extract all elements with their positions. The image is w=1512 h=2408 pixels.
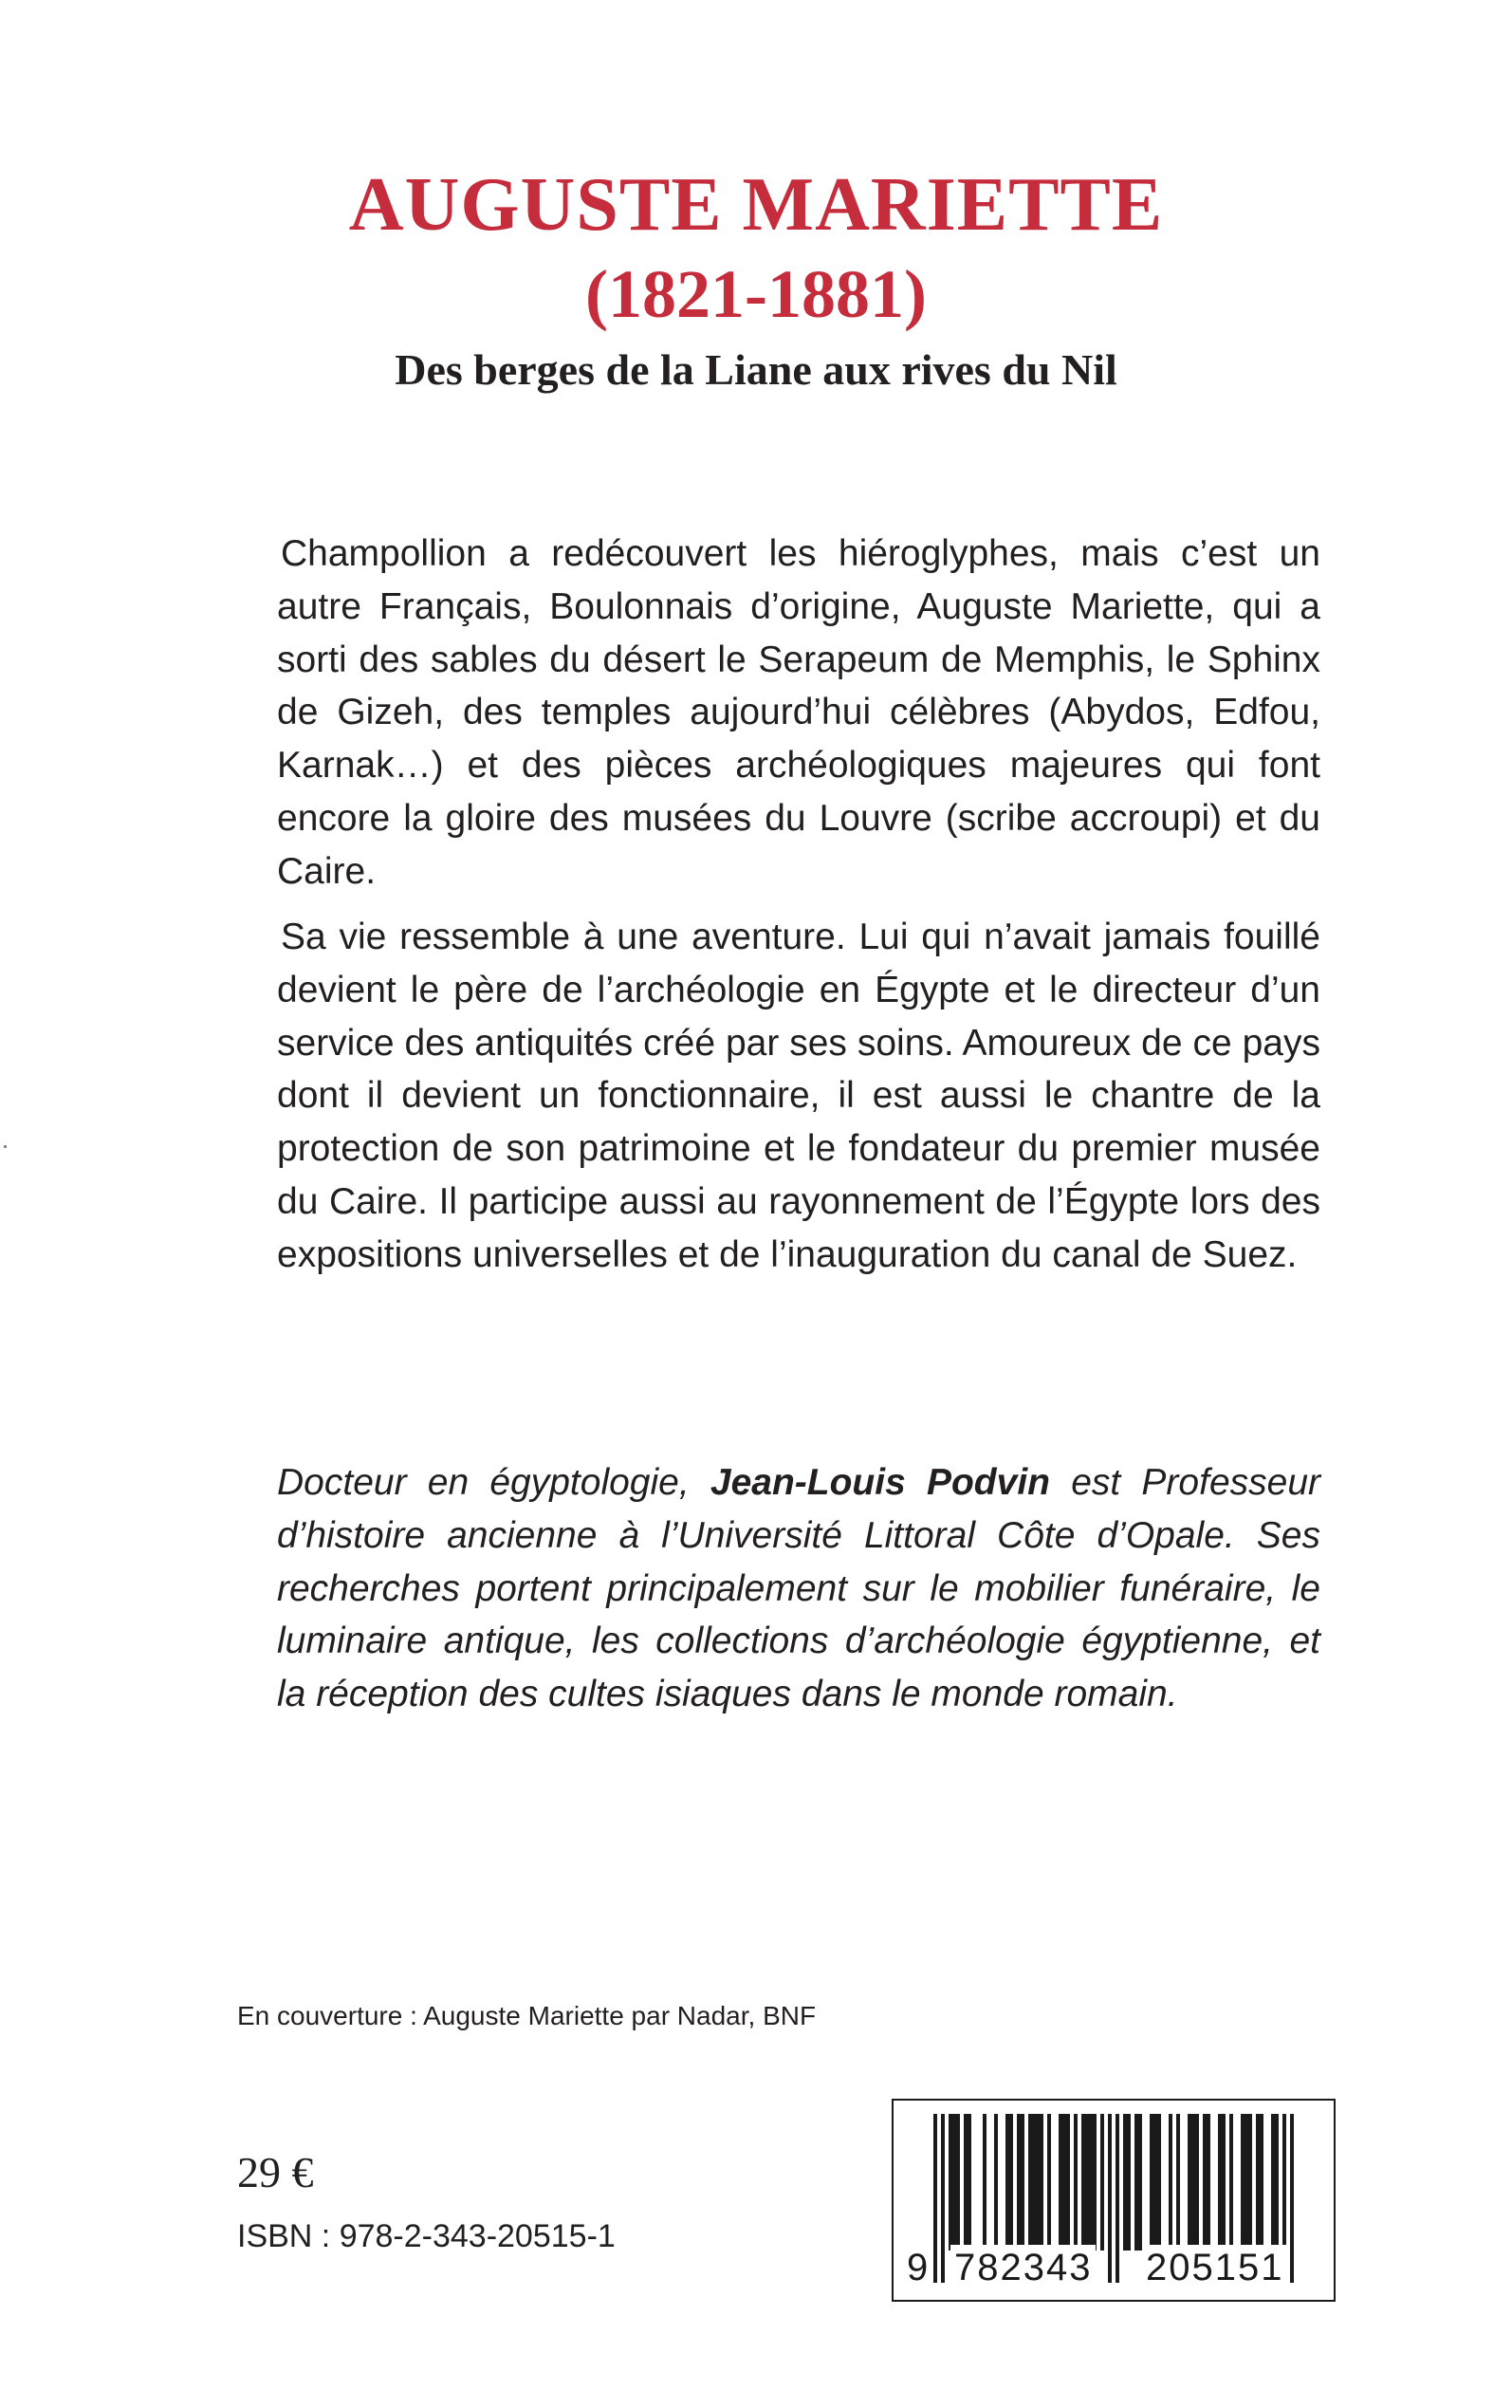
barcode-right-digits: 205151 [1142, 2245, 1287, 2290]
barcode-bar [994, 2114, 998, 2251]
barcode-bar [1176, 2114, 1180, 2251]
barcode-bar [941, 2114, 945, 2283]
cover-credit: En couverture : Auguste Mariette par Nadar, BNF [237, 2001, 817, 2030]
barcode-bar [1157, 2114, 1161, 2251]
barcode-bar [1188, 2114, 1191, 2251]
barcode-bar [1195, 2114, 1199, 2251]
barcode-bar [1134, 2114, 1138, 2251]
barcode-bar [1222, 2114, 1226, 2251]
barcode-bar [1089, 2114, 1093, 2251]
barcode-bar [1036, 2114, 1040, 2251]
barcode-bar [1021, 2114, 1024, 2251]
barcode-bar [933, 2114, 937, 2283]
barcode-bar [1017, 2114, 1021, 2251]
price: 29 € [237, 2148, 314, 2196]
barcode-bar [968, 2114, 971, 2251]
barcode-bar [1245, 2114, 1248, 2251]
barcode-bar [964, 2114, 968, 2251]
barcode-bar [983, 2114, 986, 2251]
barcode-bar [1218, 2114, 1222, 2251]
barcode-bar [1203, 2114, 1207, 2251]
barcode-first-digit: 9 [903, 2245, 931, 2290]
barcode-bar [1108, 2114, 1112, 2283]
barcode-bar [1150, 2114, 1153, 2251]
barcode-bar [1207, 2114, 1210, 2251]
barcode-bar [1032, 2114, 1036, 2251]
author-description: est Professeur d’histoire ancienne à l’Université Littoral Côte d’Opale. Ses recherches portent principalement sur le mobilier funéraire, le luminaire antique, les collections d’archéologie égyptienne, et la réception des cultes isiaques dans le monde romain. [277, 1462, 1321, 1715]
barcode-bar [1028, 2114, 1032, 2251]
author-intro: Docteur en égyptologie, [277, 1462, 710, 1503]
barcode-bar [1153, 2114, 1157, 2251]
blurb-paragraph-1: Champollion a redécouvert les hiéroglyphes, mais c’est un autre Français, Boulonnais d’origine, Auguste Mariette, qui a sorti des sables du désert le Serapeum de Memphis, le Sphinx de Gizeh, des temples aujourd’hui célèbres (Abydos, Edfou, Karnak…) et des pièces archéologiques majeures qui font encore la gloire des musées du Louvre (scribe accroupi) et du Caire. [277, 533, 1320, 892]
barcode-bar [1275, 2114, 1279, 2251]
barcode-bar [1271, 2114, 1275, 2251]
book-title: AUGUSTE MARIETTE [348, 163, 1164, 247]
barcode-bar [949, 2114, 952, 2251]
barcode-bar [1123, 2114, 1127, 2251]
blurb-paragraph-2: Sa vie ressemble à une aventure. Lui qui n’avait jamais fouillé devient le père de l’archéologie en Égypte et le directeur d’un service des antiquités créé par ses soins. Amoureux de ce pays dont il devient un fonctionnaire, il est aussi le chantre de la protection de son patrimoine et le fondateur du premier musée du Caire. Il participe aussi au rayonnement de l’Égypte lors des expositions universelles et de l’inauguration du canal de Suez. [277, 917, 1320, 1275]
barcode-bar [1229, 2114, 1233, 2251]
barcode-bar [1066, 2114, 1070, 2251]
book-dates: (1821-1881) [585, 256, 927, 332]
barcode-bar [1009, 2114, 1013, 2251]
isbn: ISBN : 978-2-343-20515-1 [237, 2218, 616, 2254]
barcode-bar [1116, 2114, 1119, 2283]
trim-mark [4, 1145, 7, 1148]
barcode-bar [956, 2114, 960, 2251]
book-subtitle: Des berges de la Liane aux rives du Nil [395, 345, 1117, 394]
barcode-bar [952, 2114, 956, 2251]
barcode-bar [1085, 2114, 1089, 2251]
barcode-bar [1093, 2114, 1097, 2251]
author-bio [277, 1456, 1320, 1721]
barcode-bar [1074, 2114, 1078, 2251]
barcode-bar [1081, 2114, 1085, 2251]
barcode-left-digits: 782343 [950, 2245, 1096, 2290]
barcode-bar [1260, 2114, 1263, 2251]
barcode-bar [1290, 2114, 1294, 2283]
barcode-bar [1138, 2114, 1142, 2251]
barcode-bar [1062, 2114, 1066, 2251]
barcode-bar [1040, 2114, 1043, 2251]
barcode-bar [1059, 2114, 1062, 2251]
barcode-bar [1005, 2114, 1009, 2251]
barcode-bar [1127, 2114, 1131, 2251]
barcode-bar [1241, 2114, 1245, 2251]
barcode-bar [1256, 2114, 1260, 2251]
barcode-bar [1191, 2114, 1195, 2251]
barcode-bar [1100, 2114, 1104, 2251]
barcode-bar [1169, 2114, 1172, 2251]
barcode-bar [1248, 2114, 1252, 2251]
author-name: Jean-Louis Podvin [710, 1462, 1050, 1503]
barcode-bar [1047, 2114, 1051, 2251]
